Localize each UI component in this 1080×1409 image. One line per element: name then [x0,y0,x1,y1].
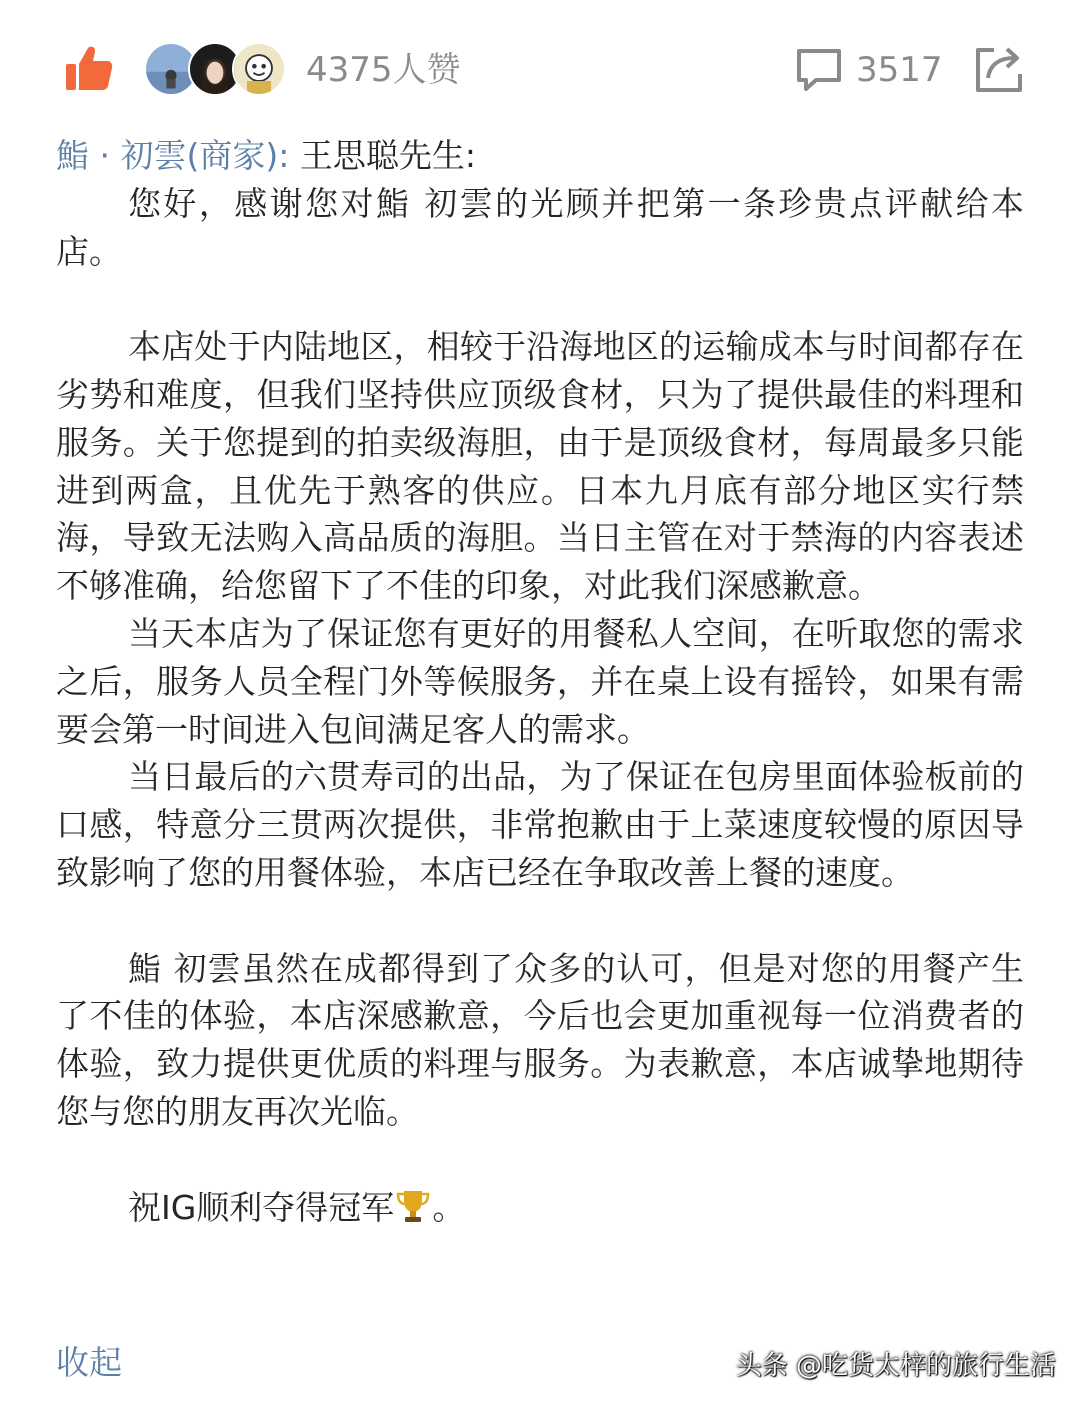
paragraph-spacer [56,1136,1024,1184]
paragraph-spacer [56,275,1024,323]
closing-text: 祝IG顺利夺得冠军 [128,1187,395,1227]
reply-paragraph: 当天本店为了保证您有更好的用餐私人空间，在听取您的需求之后，服务人员全程门外等候服务，并在桌上设有摇铃，如果有需要会第一时间进入包间满足客人的需求。 [56,613,1024,749]
comment-count: 3517 [856,50,943,90]
paragraph-spacer [56,897,1024,945]
merchant-reply [56,132,1024,1231]
reply-header [56,132,1024,180]
thumbs-up-icon[interactable] [64,44,114,94]
closing-period: 。 [432,1187,466,1227]
comment-bubble-icon[interactable] [796,48,842,92]
reply-paragraph: 本店处于内陆地区，相较于沿海地区的运输成本与时间都存在劣势和难度，但我们坚持供应顶级食材，只为了提供最佳的料理和服务。关于您提到的拍卖级海胆，由于是顶级食材，每周最多只能进到两盒，且优先于熟客的供应。日本九月底有部分地区实行禁海，导致无法购入高品质的海胆。当日主管在对于禁海的内容表述不够准确，给您留下了不佳的印象，对此我们深感歉意。 [56,327,1024,606]
reply-paragraph: 鮨 初雲虽然在成都得到了众多的认可，但是对您的用餐产生了不佳的体验，本店深感歉意，今后也会更加重视每一位消费者的体验，致力提供更优质的料理与服务。为表歉意，本店诚挚地期待您与您的朋友再次光临。 [56,948,1024,1131]
reply-paragraph: 当日最后的六贯寿司的出品，为了保证在包房里面体验板前的口感，特意分三贯两次提供，非常抱歉由于上菜速度较慢的原因导致影响了您的用餐体验，本店已经在争取改善上餐的速度。 [56,757,1024,892]
action-bar [0,0,1080,140]
avatar[interactable] [232,42,286,96]
watermark: 头条 @吃货太梓的旅行生活 [735,1351,1056,1381]
trophy-icon [394,1187,432,1225]
liker-avatars[interactable] [144,42,294,98]
reply-addressee: 王思聪先生: [289,136,476,175]
collapse-link[interactable]: 收起 [56,1343,122,1382]
like-count: 4375人赞 [306,50,461,90]
reply-closing [56,1184,1024,1232]
reply-author-link[interactable]: 鮨 · 初雲(商家): [56,136,290,175]
reply-paragraph: 您好，感谢您对鮨 初雲的光顾并把第一条珍贵点评献给本店。 [56,183,1024,271]
share-icon[interactable] [974,44,1024,94]
